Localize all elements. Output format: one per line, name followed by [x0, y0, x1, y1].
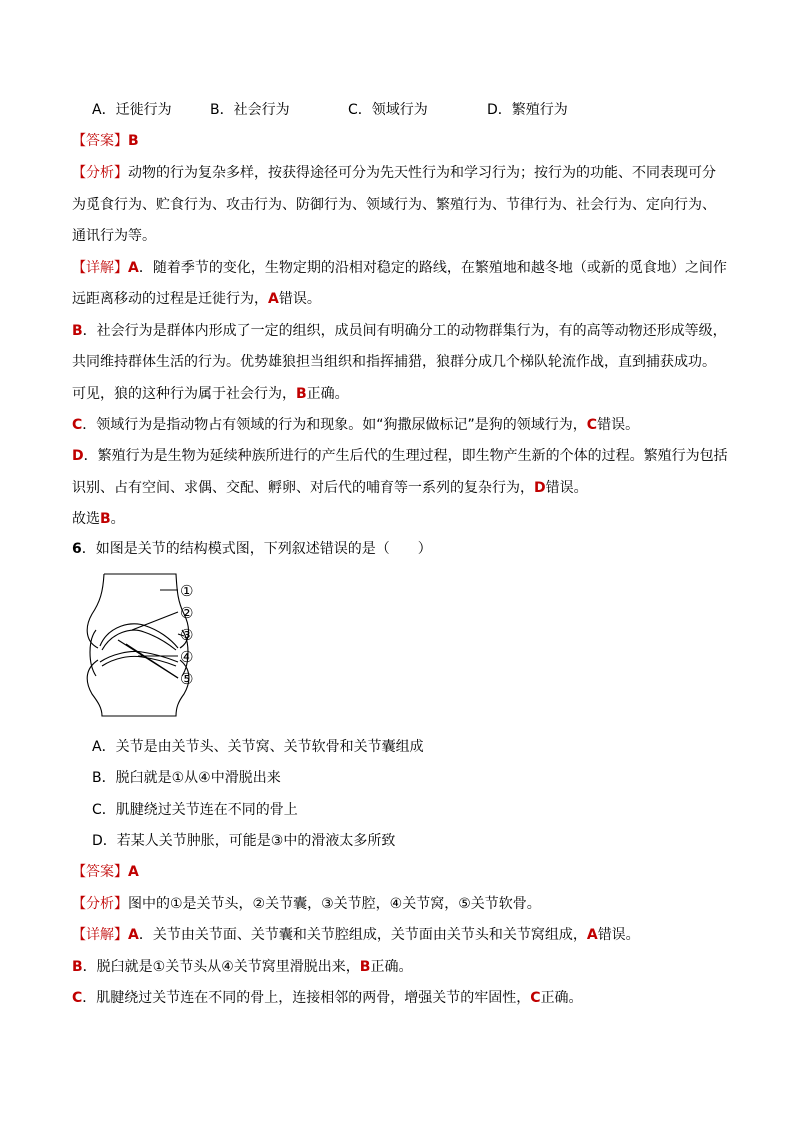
analysis-tag: 【分析】: [72, 165, 128, 181]
q5-conclusion: [72, 509, 125, 529]
detail-text: 正确。: [370, 959, 413, 975]
q6-stem: [72, 539, 432, 559]
detail-letter: B: [72, 959, 83, 975]
option-c: C．领域行为: [348, 102, 428, 118]
detail-tag: 【详解】: [72, 927, 128, 943]
q6-detail-c: [72, 988, 583, 1008]
q6-answer: [72, 862, 139, 882]
q5-analysis-line: 为觅食行为、贮食行为、攻击行为、防御行为、领域行为、繁殖行为、节律行为、社会行为、定向行为、: [72, 197, 716, 213]
analysis-text: 图中的①是关节头，②关节囊，③关节腔，④关节窝，⑤关节软骨。: [128, 896, 541, 912]
detail-letter: B: [296, 386, 307, 402]
q5-detail-b-cont: 共同维持群体生活的行为。优势雄狼担当组织和指挥捕猎，狼群分成几个梯队轮流作战，直到捕获成功。: [72, 354, 716, 370]
answer-value: B: [128, 133, 139, 149]
diagram-label-1: ①: [180, 582, 194, 600]
detail-text: 正确。: [540, 990, 583, 1006]
detail-tag: 【详解】: [72, 260, 128, 276]
detail-letter: A: [586, 927, 598, 943]
conclusion-text: 。: [110, 511, 125, 527]
diagram-label-2: ②: [180, 604, 194, 622]
q5-detail-a-cont: [72, 289, 321, 309]
detail-text: 可见，狼的这种行为属于社会行为，: [72, 386, 296, 402]
detail-letter: D: [534, 480, 546, 496]
detail-text: 错误。: [278, 291, 321, 307]
detail-text: ．随着季节的变化，生物定期的沿相对稳定的路线，在繁殖地和越冬地（或新的觅食地）之间作: [138, 260, 727, 276]
q6-option-a: A．关节是由关节头、关节窝、关节软骨和关节囊组成: [92, 739, 424, 755]
q6-detail-a: [72, 925, 640, 945]
q5-analysis-line: 通讯行为等。: [72, 228, 156, 244]
detail-letter: C: [530, 990, 541, 1006]
detail-text: 错误。: [597, 417, 640, 433]
q6-option-b: B．脱臼就是①从④中滑脱出来: [92, 770, 281, 786]
detail-text: ．领域行为是指动物占有领域的行为和现象。如“狗撒尿做标记”是狗的领域行为，: [82, 417, 587, 433]
q6-option-d: D．若某人关节肿胀，可能是③中的滑液太多所致: [92, 833, 396, 849]
analysis-tag: 【分析】: [72, 896, 128, 912]
detail-letter: C: [72, 417, 83, 433]
q5-detail-a: [72, 258, 727, 278]
option-a: A．迁徙行为: [92, 102, 172, 118]
joint-diagram: [78, 570, 208, 718]
q6-analysis: [72, 894, 541, 914]
q5-detail-b: [72, 321, 727, 341]
q5-detail-d: [72, 446, 728, 466]
answer-value: A: [128, 864, 139, 880]
detail-letter: C: [72, 990, 83, 1006]
q6-option-c: C．肌腱绕过关节连在不同的骨上: [92, 802, 298, 818]
detail-letter: A: [128, 927, 139, 943]
option-d: D．繁殖行为: [487, 102, 568, 118]
q5-detail-d-cont: [72, 478, 588, 498]
answer-tag: 【答案】: [72, 864, 128, 880]
question-number: 6: [72, 541, 82, 557]
q5-analysis-line: [72, 163, 716, 183]
q5-detail-b-cont: [72, 384, 349, 404]
option-b: B．社会行为: [210, 102, 290, 118]
detail-text: ．肌腱绕过关节连在不同的骨上，连接相邻的两骨，增强关节的牢固性，: [82, 990, 531, 1006]
q6-detail-b: [72, 957, 412, 977]
detail-letter: B: [359, 959, 371, 975]
conclusion-text: 故选: [72, 511, 100, 527]
analysis-text: 动物的行为复杂多样，按获得途径可分为先天性行为和学习行为；按行为的功能、不同表现可分: [128, 165, 716, 181]
detail-text: 正确。: [306, 386, 349, 402]
q5-detail-c: [72, 415, 639, 435]
detail-text: 错误。: [597, 927, 640, 943]
detail-letter: A: [128, 260, 139, 276]
answer-tag: 【答案】: [72, 133, 128, 149]
diagram-label-3: ③: [180, 626, 194, 644]
q5-answer: [72, 131, 139, 151]
detail-text: ．繁殖行为是生物为延续种族所进行的产生后代的生理过程，即生物产生新的个体的过程。繁殖行为包括: [83, 448, 728, 464]
detail-text: ．脱臼就是①关节头从④关节窝里滑脱出来，: [82, 959, 360, 975]
detail-text: 错误。: [545, 480, 588, 496]
detail-text: ．社会行为是群体内形成了一定的组织，成员间有明确分工的动物群集行为，有的高等动物还形成等级，: [82, 323, 727, 339]
detail-text: 识别、占有空间、求偶、交配、孵卵、对后代的哺育等一系列的复杂行为，: [72, 480, 534, 496]
diagram-label-4: ④: [180, 648, 194, 666]
detail-text: ．关节由关节面、关节囊和关节腔组成，关节面由关节头和关节窝组成，: [138, 927, 587, 943]
diagram-label-5: ⑤: [180, 670, 194, 688]
detail-letter: C: [586, 417, 598, 433]
conclusion-letter: B: [100, 511, 111, 527]
detail-letter: D: [72, 448, 84, 464]
detail-text: 远距离移动的过程是迁徙行为，: [72, 291, 268, 307]
detail-letter: B: [72, 323, 83, 339]
detail-letter: A: [268, 291, 279, 307]
question-text: ．如图是关节的结构模式图，下列叙述错误的是（ ）: [81, 541, 432, 557]
